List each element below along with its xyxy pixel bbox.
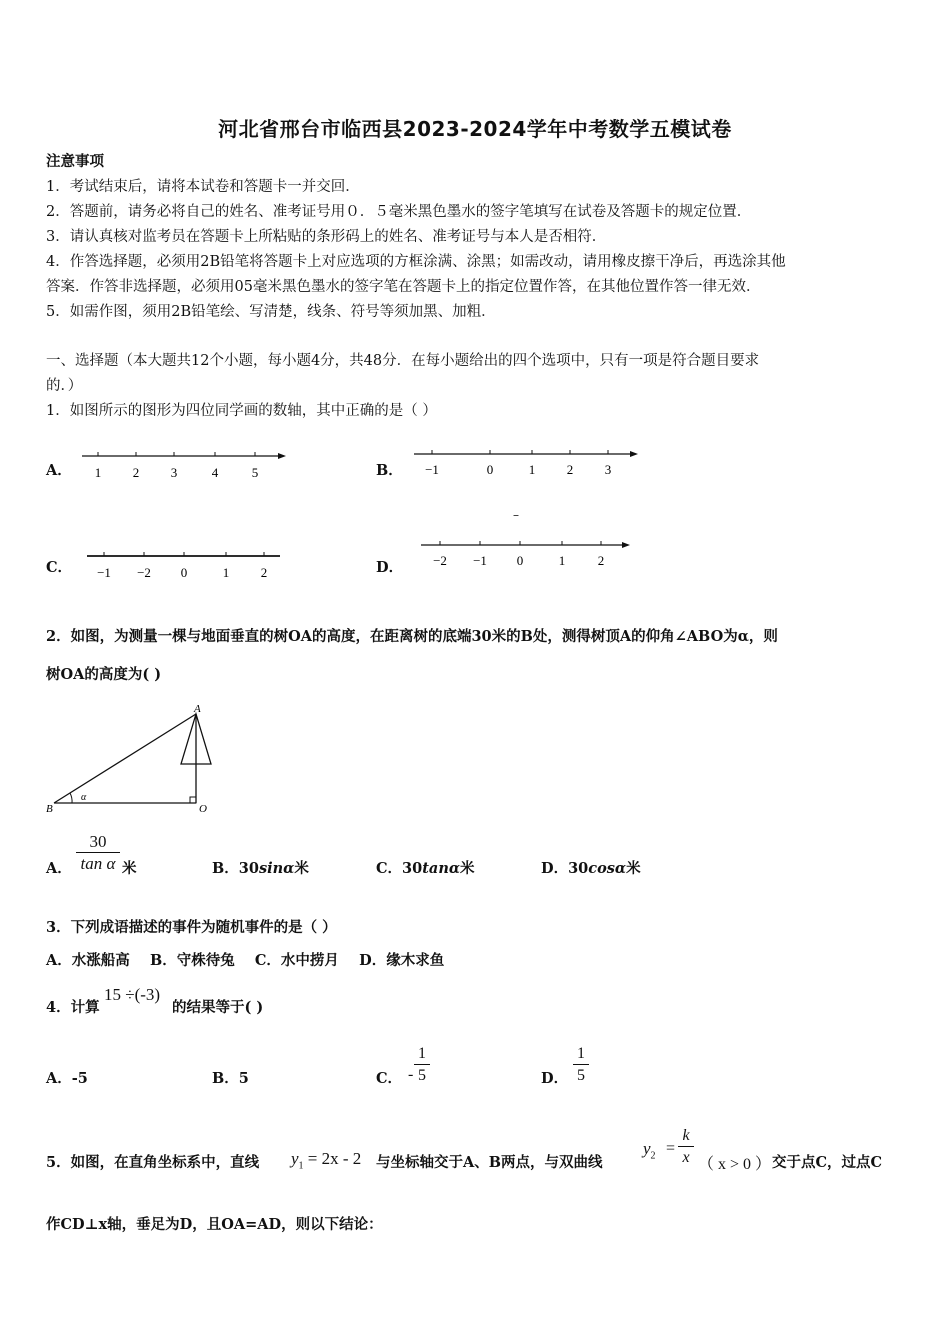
q4-option-d-label: D． (541, 1070, 569, 1087)
svg-text:2: 2 (260, 565, 268, 580)
q2-option-d: D．30cosα米 (541, 860, 641, 877)
q4-option-c-label: C． (376, 1070, 403, 1087)
q2-stem-cont: 树OA的高度为( ) (46, 666, 162, 683)
q1-option-d-label: D． (376, 559, 404, 576)
q2-tree-figure (44, 700, 224, 818)
section-heading-cont: 的．） (46, 378, 83, 394)
q4-option-b: B．5 (212, 1070, 249, 1087)
svg-text:2: 2 (566, 462, 574, 477)
notice-item-2: 2．答题前，请务必将自己的姓名、准考证号用０．５毫米黑色墨水的签字笔填写在试卷及答题卡的规定位置． (46, 204, 752, 220)
svg-text:0: 0 (486, 462, 494, 477)
q1-option-a-label: A． (46, 462, 72, 479)
tick-label: 1 (94, 465, 102, 480)
q2-stem: 2．如图，为测量一棵与地面垂直的树OA的高度，在距离树的底端30米的B处，测得树顶A的仰角∠ABO为α，则 (46, 628, 778, 645)
notice-item-4-cont: 答案．作答非选择题，必须用05毫米黑色墨水的签字笔在答题卡上的指定位置作答，在其他位置作答一律无效． (46, 279, 761, 295)
alpha-label: α (81, 792, 87, 803)
svg-text:−1: −1 (425, 462, 439, 477)
q1-option-b-label: B． (376, 462, 403, 479)
q5-condition: （ x > 0 ） (698, 1156, 772, 1173)
q5-stem-post: 交于点C，过点C (772, 1154, 883, 1171)
svg-text:2: 2 (597, 553, 605, 568)
q3-options: A．水涨船高 B．守株待兔 C．水中捞月 D．缘木求鱼 (46, 952, 445, 969)
svg-text:1: 1 (222, 565, 230, 580)
q3-stem: 3．下列成语描述的事件为随机事件的是（ ） (46, 919, 337, 936)
q4-stem-pre: 4．计算 (46, 999, 100, 1016)
q4-option-c-sign: - (408, 1066, 414, 1083)
q1-number-line-a (80, 445, 290, 485)
q2-option-a-fraction: $\frac{30}{\text{tan α}}$ (76, 832, 120, 875)
q4-option-c-fraction: $\frac{1}{5}$ (414, 1044, 430, 1087)
q2-option-c: C．30tanα米 (376, 860, 475, 877)
q4-option-d-fraction: $\frac{1}{5}$ (573, 1044, 589, 1087)
q5-hyperbola-fraction: $\frac{k}{x}$ (678, 1126, 694, 1169)
notice-item-1: 1．考试结束后，请将本试卷和答题卡一并交回． (46, 179, 360, 195)
q2-option-a-unit: 米 (122, 860, 137, 877)
q1-option-c-label: C． (46, 559, 73, 576)
svg-text:1: 1 (528, 462, 536, 477)
q1-number-line-c (84, 548, 284, 588)
notice-item-4: 4．作答选择题，必须用2B铅笔将答题卡上对应选项的方框涂满、涂黑；如需改动，请用橡皮擦干净后，再选涂其他 (46, 254, 786, 270)
q5-hyperbola-y2: $y_2$ (643, 1139, 656, 1162)
q4-expression: 15 ÷(-3) (104, 985, 161, 1004)
q1-dash-mark: – (513, 508, 519, 522)
svg-text:3: 3 (604, 462, 612, 477)
q2-option-b: B．30sinα米 (212, 860, 309, 877)
svg-text:−2: −2 (137, 565, 151, 580)
q1-number-line-d (418, 535, 634, 575)
q5-stem-mid: 与坐标轴交于A、B两点，与双曲线 (376, 1154, 603, 1171)
q4-stem-post: 的结果等于( ) (172, 999, 264, 1016)
q5-hyperbola-eq: = (666, 1140, 676, 1157)
point-a-label: A (194, 703, 201, 715)
svg-text:1: 1 (558, 553, 566, 568)
q1-stem: 1．如图所示的图形为四位同学画的数轴，其中正确的是（ ） (46, 403, 437, 419)
tick-label: 3 (170, 465, 178, 480)
tick-label: 4 (211, 465, 219, 480)
page-title: 河北省邢台市临西县2023-2024学年中考数学五模试卷 (218, 117, 732, 141)
tick-label: 2 (132, 465, 140, 480)
notice-item-5: 5．如需作图，须用2B铅笔绘、写清楚，线条、符号等须加黑、加粗． (46, 304, 496, 320)
point-b-label: B (46, 803, 53, 815)
q4-option-a: A．-5 (46, 1070, 88, 1087)
q5-stem-pre: 5．如图，在直角坐标系中，直线 (46, 1154, 260, 1171)
svg-text:0: 0 (180, 565, 188, 580)
q1-number-line-b (412, 444, 642, 484)
section-heading: 一、选择题（本大题共12个小题，每小题4分，共48分．在每小题给出的四个选项中，只有一项是符合题目要求 (46, 353, 760, 369)
q2-option-a-label: A． (46, 860, 72, 877)
q5-line-equation: $y_1 = 2x - 2$ (291, 1149, 362, 1172)
svg-text:−2: −2 (433, 553, 447, 568)
notice-heading: 注意事项 (46, 153, 104, 170)
point-o-label: O (199, 803, 207, 815)
notice-item-3: 3．请认真核对监考员在答题卡上所粘贴的条形码上的姓名、准考证号与本人是否相符． (46, 229, 607, 245)
svg-text:0: 0 (516, 553, 524, 568)
q5-stem-cont: 作CD⊥x轴，垂足为D，且OA=AD，则以下结论： (46, 1216, 383, 1233)
svg-text:−1: −1 (97, 565, 111, 580)
svg-text:−1: −1 (473, 553, 487, 568)
tick-label: 5 (251, 465, 259, 480)
